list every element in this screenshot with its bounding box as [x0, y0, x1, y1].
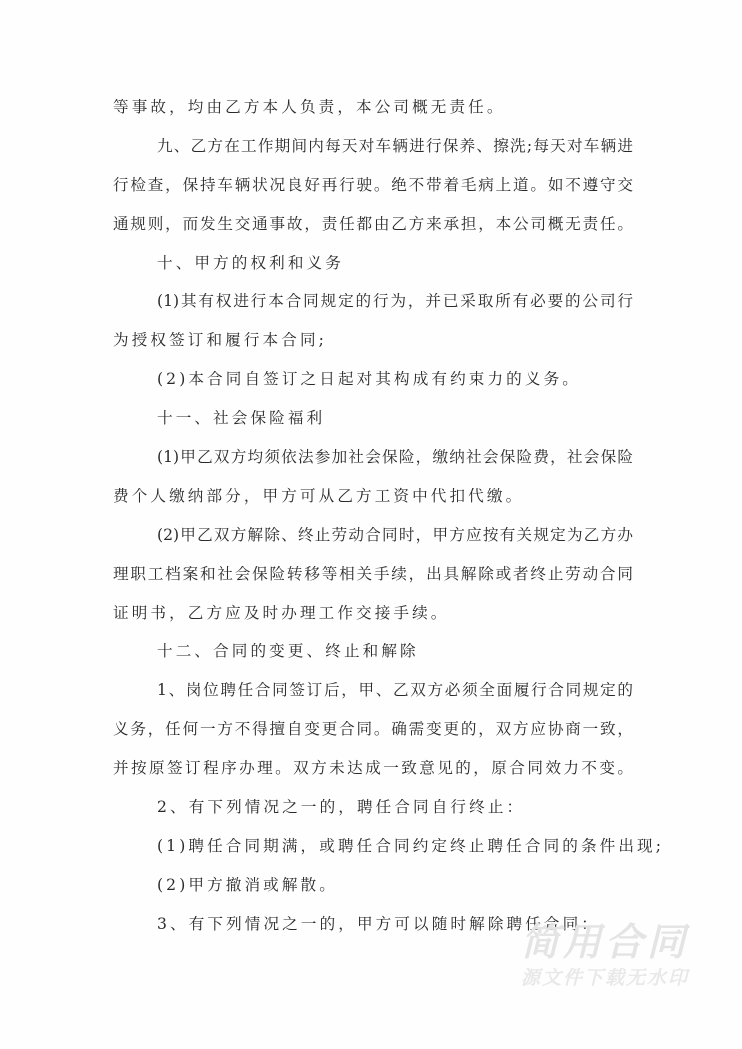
section-heading: 十一、社会保险福利	[157, 409, 326, 428]
text-line: 3、有下列情况之一的，甲方可以随时解除聘任合同：	[157, 914, 600, 933]
text-line: 并按原签订程序办理。双方未达成一致意见的，原合同效力不变。	[113, 759, 633, 778]
watermark-subtitle: 源文件下载无水印	[520, 967, 689, 989]
text-line: 费个人缴纳部分，甲方可从乙方工资中代扣代缴。	[113, 486, 525, 505]
watermark-title: 简用合同	[520, 920, 689, 964]
text-line: 证明书，乙方应及时办理工作交接手续。	[113, 603, 450, 622]
document-body	[113, 88, 665, 944]
text-line: (1)甲乙双方均须依法参加社会保险，缴纳社会保险费，社会保险	[157, 448, 633, 467]
text-line: 等事故，均由乙方本人负责，本公司概无责任。	[113, 98, 506, 116]
text-line: 1、岗位聘任合同签订后，甲、乙双方必须全面履行合同规定的	[157, 681, 633, 700]
text-line: (2)甲乙双方解除、终止劳动合同时，甲方应按有关规定为乙方办	[157, 525, 633, 544]
text-line: 通规则，而发生交通事故，责任都由乙方来承担，本公司概无责任。	[113, 214, 633, 233]
text-line: (2)甲方撤消或解散。	[157, 875, 338, 894]
text-line: 2、有下列情况之一的，聘任合同自行终止：	[157, 798, 526, 817]
text-line: (1)其有权进行本合同规定的行为，并已采取所有必要的公司行	[157, 292, 633, 311]
section-heading: 十、甲方的权利和义务	[157, 253, 344, 272]
text-line: (2)本合同自签订之日起对其构成有约束力的义务。	[157, 370, 581, 389]
text-line: 为授权签订和履行本合同;	[113, 331, 327, 350]
text-line: (1)聘任合同期满，或聘任合同约定终止聘任合同的条件出现;	[157, 836, 665, 855]
section-heading: 十二、合同的变更、终止和解除	[157, 642, 419, 661]
text-line: 理职工档案和社会保险转移等相关手续，出具解除或者终止劳动合同	[113, 564, 633, 583]
text-line: 义务，任何一方不得擅自变更合同。确需变更的，双方应协商一致，	[113, 720, 633, 739]
text-line: 九、乙方在工作期间内每天对车辆进行保养、擦洗;每天对车辆进	[157, 136, 633, 155]
text-line: 行检查，保持车辆状况良好再行驶。绝不带着毛病上道。如不遵守交	[113, 175, 633, 194]
